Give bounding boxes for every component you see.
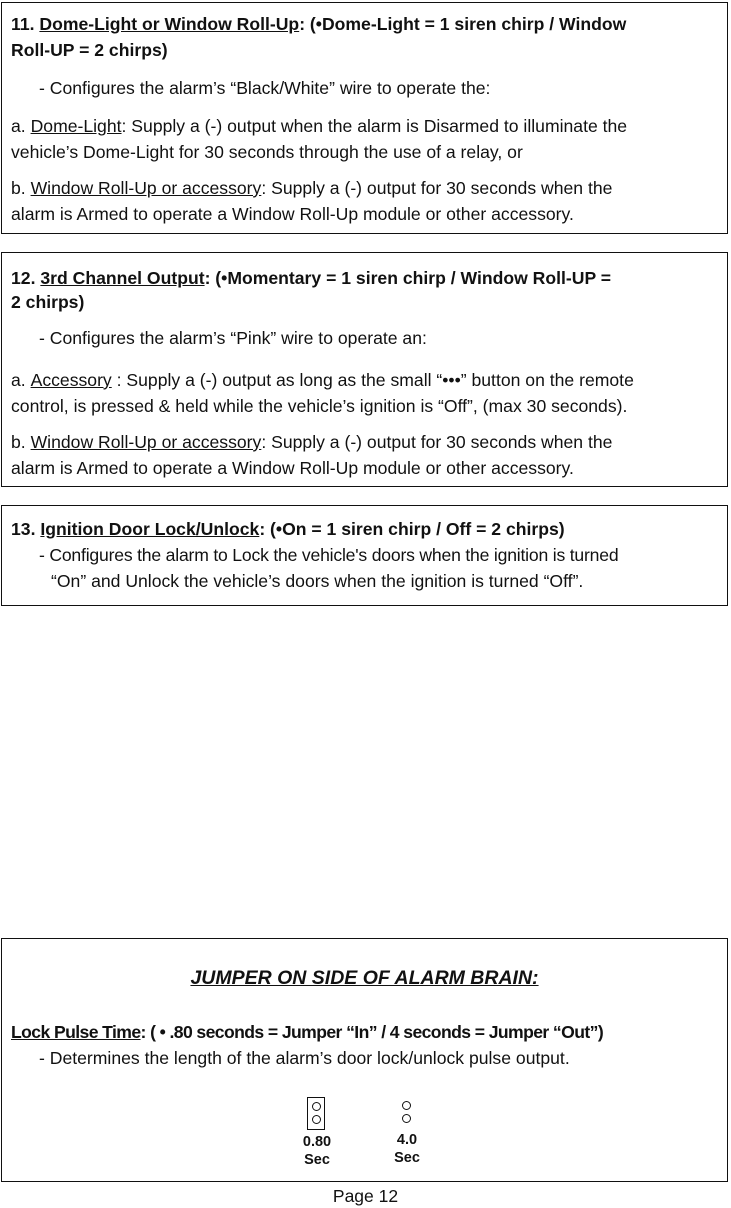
section-12-heading: 12. 3rd Channel Output: (•Momentary = 1 siren chirp / Window Roll-UP = [11,268,612,288]
section-11-option-a: a. Dome-Light: Supply a (-) output when the alarm is Disarmed to illuminate the [11,116,628,136]
section-12-option-b: b. Window Roll-Up or accessory: Supply a (-) output for 30 seconds when the [11,432,613,452]
page-number: Page 12 [332,1186,399,1206]
section-12-title: 3rd Channel Output [40,268,205,288]
section-12-option-b-cont: alarm is Armed to operate a Window Roll-Up module or other accessory. [11,458,574,478]
jumper-label-40: 4.0 Sec [394,1132,420,1166]
section-11-heading-cont: Roll-UP = 2 chirps) [11,40,168,60]
section-12-option-a: a. Accessory : Supply a (-) output as long as the small “•••” button on the remote [11,370,634,390]
jumper-pin-icon [312,1115,321,1124]
section-11-option-b: b. Window Roll-Up or accessory: Supply a (-) output for 30 seconds when the [11,178,613,198]
section-13-box [1,505,728,606]
section-13-desc-cont: “On” and Unlock the vehicle’s doors when the ignition is turned “Off”. [51,571,584,591]
section-12-heading-cont: 2 chirps) [11,292,85,312]
jumper-pin-icon [312,1102,321,1111]
section-12-option-a-cont: control, is pressed & held while the vehicle’s ignition is “Off”, (max 30 seconds). [11,396,628,416]
section-12-desc: - Configures the alarm’s “Pink” wire to operate an: [39,328,427,348]
lock-pulse-desc: - Determines the length of the alarm’s door lock/unlock pulse output. [39,1048,570,1068]
section-11-title: Dome-Light or Window Roll-Up [39,14,300,34]
section-11-box [1,2,728,234]
jumper-pin-icon [402,1101,411,1110]
jumper-box [1,938,728,1182]
section-13-title: Ignition Door Lock/Unlock [40,519,260,539]
jumper-label-080: 0.80 Sec [302,1134,332,1168]
lock-pulse-heading: Lock Pulse Time: ( • .80 seconds = Jumper “In” / 4 seconds = Jumper “Out”) [11,1022,604,1042]
section-13-heading: 13. Ignition Door Lock/Unlock: (•On = 1 siren chirp / Off = 2 chirps) [11,519,565,539]
section-12-box [1,252,728,487]
lock-pulse-title: Lock Pulse Time [11,1022,141,1042]
section-13-desc: - Configures the alarm to Lock the vehicle's doors when the ignition is turned [39,545,619,565]
section-11-heading: 11. Dome-Light or Window Roll-Up: (•Dome-Light = 1 siren chirp / Window [11,14,627,34]
section-11-option-b-cont: alarm is Armed to operate a Window Roll-Up module or other accessory. [11,204,574,224]
jumper-heading: JUMPER ON SIDE OF ALARM BRAIN: [190,967,539,989]
section-11-option-a-cont: vehicle’s Dome-Light for 30 seconds through the use of a relay, or [11,142,523,162]
jumper-pin-icon [402,1114,411,1123]
section-11-desc: - Configures the alarm’s “Black/White” wire to operate the: [39,78,491,98]
